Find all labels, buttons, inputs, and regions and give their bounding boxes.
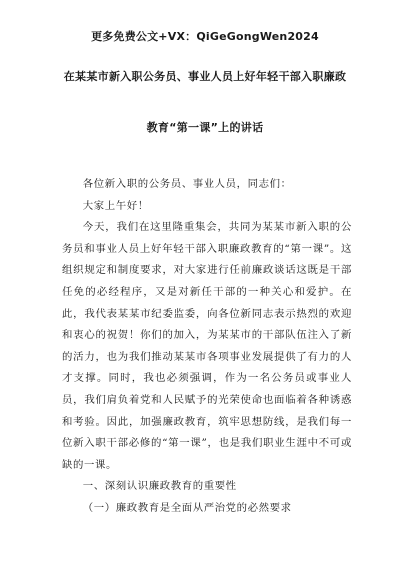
- section-heading-1: 一、深刻认识廉政教育的重要性: [82, 480, 237, 493]
- speech-body: [62, 174, 352, 520]
- document-title-line-1: 在某某市新入职公务员、事业人员上好年轻干部入职廉政: [63, 70, 347, 83]
- document-title-line-2: 教育“第一课”上的讲话: [146, 121, 264, 134]
- greeting: 大家上午好！: [82, 199, 149, 212]
- subsection-heading-1: （一）廉政教育是全面从严治党的必然要求: [82, 501, 292, 514]
- watermark-header: 更多免费公文+VX：QiGeGongWen2024: [91, 30, 319, 43]
- salutation: 各位新入职的公务员、事业人员，同志们：: [82, 178, 292, 190]
- body-paragraph: 今天，我们在这里隆重集会，共同为某某市新入职的公务员和事业人员上好年轻干部入职廉政教育的“第一课”。这组织规定和制度要求，对大家进行任前廉政谈话这既是干部任免的必经程序，又是对新任干部的一种关心和爱护。在此，我代表某某市纪委监委，向各位新同志表示热烈的欢迎和衷心的祝贺！你们的加入，为某某市的干部队伍注入了新的活力，也为我们推动某某市各项事业发展提供了有力的人才支撑。同时，我也必须强调，作为一名公务员或事业人员，我们肩负着党和人民赋予的光荣使命也面临着各种诱惑和考验。因此，加强廉政教育，筑牢思想防线，是我们每一位新入职干部必修的“第一课”，也是我们职业生涯中不可或缺的一课。: [62, 221, 352, 471]
